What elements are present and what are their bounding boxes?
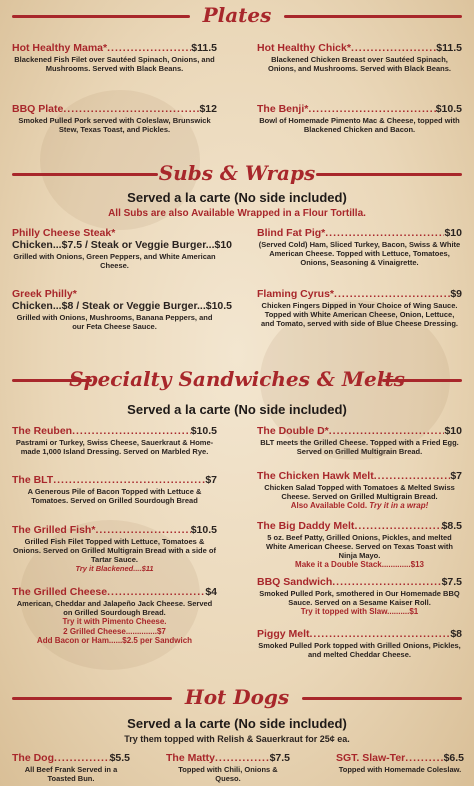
menu-item xyxy=(166,752,290,783)
subs-header xyxy=(0,160,474,190)
menu-item xyxy=(12,524,217,574)
item-desc: 5 oz. Beef Patty, Grilled Onions, Pickles, and melted White American Cheese. Served on Texas Toast with Ninja Mayo. xyxy=(266,533,453,560)
item-name: Piggy Melt xyxy=(257,628,310,640)
item-price: $4 xyxy=(205,586,217,598)
plates-header xyxy=(0,2,474,32)
menu-item xyxy=(257,288,462,328)
item-price: $10.5 xyxy=(190,425,217,437)
item-extra: Try it topped with Slaw..........$1 xyxy=(300,607,419,616)
item-name: SGT. Slaw-Ter xyxy=(336,752,406,764)
menu-item xyxy=(257,576,462,617)
item-price: $9 xyxy=(450,288,462,300)
item-desc: A Generous Pile of Bacon Topped with Lettuce & Tomatoes. Served on Grilled Sourdough Bread xyxy=(27,487,202,505)
menu-item xyxy=(257,227,462,267)
item-desc: Smoked Pulled Pork topped with Grilled Onions, Pickles, and melted Cheddar Cheese. xyxy=(258,641,461,659)
item-price: $7 xyxy=(205,474,217,486)
item-name: The Grilled Fish* xyxy=(12,524,96,536)
menu-item xyxy=(12,474,217,505)
item-price: $8 xyxy=(450,628,462,640)
item-desc: Grilled with Onions, Mushrooms, Banana Peppers, and our Feta Cheese Sauce. xyxy=(16,313,213,331)
item-name: The BLT xyxy=(12,474,54,486)
item-price: $8.5 xyxy=(441,520,462,532)
hotdogs-served: Served a la carte (No side included) xyxy=(127,716,347,731)
hotdogs-title: Hot Dogs xyxy=(184,685,290,709)
item-name: The Dog xyxy=(12,752,54,764)
hotdogs-header xyxy=(0,684,474,714)
item-desc: Topped with Homemade Coleslaw. xyxy=(338,765,462,774)
specialty-title: Specialty Sandwiches & Melts xyxy=(69,367,405,391)
menu-item xyxy=(12,586,217,646)
item-extra: 2 Grilled Cheese..............$7 xyxy=(63,626,166,636)
menu-item xyxy=(336,752,464,774)
item-name: Hot Healthy Mama* xyxy=(12,42,108,54)
item-name: Hot Healthy Chick* xyxy=(257,42,351,54)
item-price-line: Chicken...$7.5 / Steak or Veggie Burger...$10 xyxy=(12,239,233,251)
specialty-served: Served a la carte (No side included) xyxy=(127,402,347,417)
item-name: The Reuben xyxy=(12,425,73,437)
item-price: $5.5 xyxy=(109,752,130,764)
item-name: Greek Philly* xyxy=(12,288,77,300)
item-price: $11.5 xyxy=(436,42,462,54)
item-desc: BLT meets the Grilled Cheese. Topped with a Fried Egg. Served on Grilled Multigrain Bread. xyxy=(260,438,459,456)
item-price: $11.5 xyxy=(191,42,217,54)
item-desc: Chicken Fingers Dipped in Your Choice of Wing Sauce. Topped with White American Cheese, Onion, Lettuce, and Tomato, served with side of Blue Cheese Dressing. xyxy=(261,301,458,328)
item-desc: All Beef Frank Served in a Toasted Bun. xyxy=(24,765,118,783)
item-desc: (Served Cold) Ham, Sliced Turkey, Bacon, Swiss & White American Cheese. Topped with Lettuce, Tomatoes, Onions, Seasoning & Vinaigrette. xyxy=(258,240,461,267)
item-name: The Benji* xyxy=(257,103,309,115)
item-extra: Add Bacon or Ham......$2.5 per Sandwich xyxy=(36,636,193,645)
item-name: Blind Fat Pig* xyxy=(257,227,326,239)
item-price: $6.5 xyxy=(443,752,464,764)
item-price: $10 xyxy=(444,425,462,437)
item-extra: Make it a Double Stack.............$13 xyxy=(295,560,424,569)
item-name: The Big Daddy Melt xyxy=(257,520,355,532)
item-extra: Try it with Pimento Cheese. xyxy=(62,617,167,626)
item-name: The Grilled Cheese xyxy=(12,586,108,598)
subs-title: Subs & Wraps xyxy=(158,161,316,185)
item-price: $12 xyxy=(199,103,217,115)
subs-served: Served a la carte (No side included) xyxy=(127,190,347,205)
item-name: The Matty xyxy=(166,752,216,764)
item-name: BBQ Plate xyxy=(12,103,64,115)
menu-item xyxy=(257,470,462,511)
menu-item xyxy=(257,628,462,659)
item-price: $10.5 xyxy=(190,524,217,536)
item-price: $10 xyxy=(444,227,462,239)
menu-item xyxy=(257,425,462,456)
item-desc: Chicken Salad Topped with Tomatoes & Melted Swiss Cheese. Served on Grilled Multigrain Bread. xyxy=(264,483,455,501)
item-name: Flaming Cyrus* xyxy=(257,288,335,300)
item-extra: Also Available Cold. xyxy=(290,501,368,510)
item-price: $7 xyxy=(450,470,462,482)
menu-item xyxy=(12,103,217,134)
menu-item xyxy=(12,425,217,456)
item-name: Philly Cheese Steak* xyxy=(12,227,116,239)
item-desc: Blackened Chicken Breast over Sautéed Spinach, Onions, and Mushrooms. Served with Black Beans. xyxy=(268,55,451,73)
item-name: BBQ Sandwich xyxy=(257,576,333,588)
menu-item xyxy=(257,103,462,134)
item-desc: Smoked Pulled Pork, smothered in Our Homemade BBQ Sauce. Served on a Sesame Kaiser Roll. xyxy=(259,589,460,607)
menu-item xyxy=(12,752,130,783)
item-desc: American, Cheddar and Jalapeño Jack Cheese. Served on Grilled Sourdough Bread. xyxy=(16,599,213,617)
item-desc: Bowl of Homemade Pimento Mac & Cheese, topped with Blackened Chicken and Bacon. xyxy=(259,116,460,134)
item-extra-italic: Try it Blackened....$11 xyxy=(75,564,154,573)
item-price-line: Chicken...$8 / Steak or Veggie Burger...$10.5 xyxy=(12,300,233,312)
menu-item xyxy=(257,42,462,73)
plates-title: Plates xyxy=(202,3,272,27)
item-desc: Topped with Chili, Onions & Queso. xyxy=(178,765,278,783)
item-desc: Grilled with Onions, Green Peppers, and White American Cheese. xyxy=(13,252,216,270)
menu-item xyxy=(257,520,462,570)
item-price: $7.5 xyxy=(441,576,462,588)
subs-note: All Subs are also Available Wrapped in a Flour Tortilla. xyxy=(108,208,366,219)
item-price: $7.5 xyxy=(269,752,290,764)
item-extra-italic: Try it in a wrap! xyxy=(369,501,429,510)
menu-item xyxy=(12,42,217,73)
menu-item xyxy=(12,227,233,270)
item-desc: Smoked Pulled Pork served with Coleslaw, Brunswick Stew, Texas Toast, and Pickles. xyxy=(18,116,211,134)
item-name: The Chicken Hawk Melt xyxy=(257,470,374,482)
hotdogs-note: Try them topped with Relish & Sauerkraut for 25¢ ea. xyxy=(124,734,350,744)
specialty-header xyxy=(0,366,474,396)
item-price: $10.5 xyxy=(435,103,462,115)
item-desc: Grilled Fish Filet Topped with Lettuce, Tomatoes & Onions. Served on Grilled Multigrain Bread with a side of Tartar Sauce. xyxy=(13,537,216,564)
item-desc: Pastrami or Turkey, Swiss Cheese, Sauerkraut & Home-made 1,000 Island Dressing. Served on Marbled Rye. xyxy=(15,438,214,456)
item-name: The Double D* xyxy=(257,425,329,437)
item-desc: Blackened Fish Filet over Sautéed Spinach, Onions, and Mushrooms. Served with Black Beans. xyxy=(14,55,215,73)
menu-item xyxy=(12,288,233,331)
